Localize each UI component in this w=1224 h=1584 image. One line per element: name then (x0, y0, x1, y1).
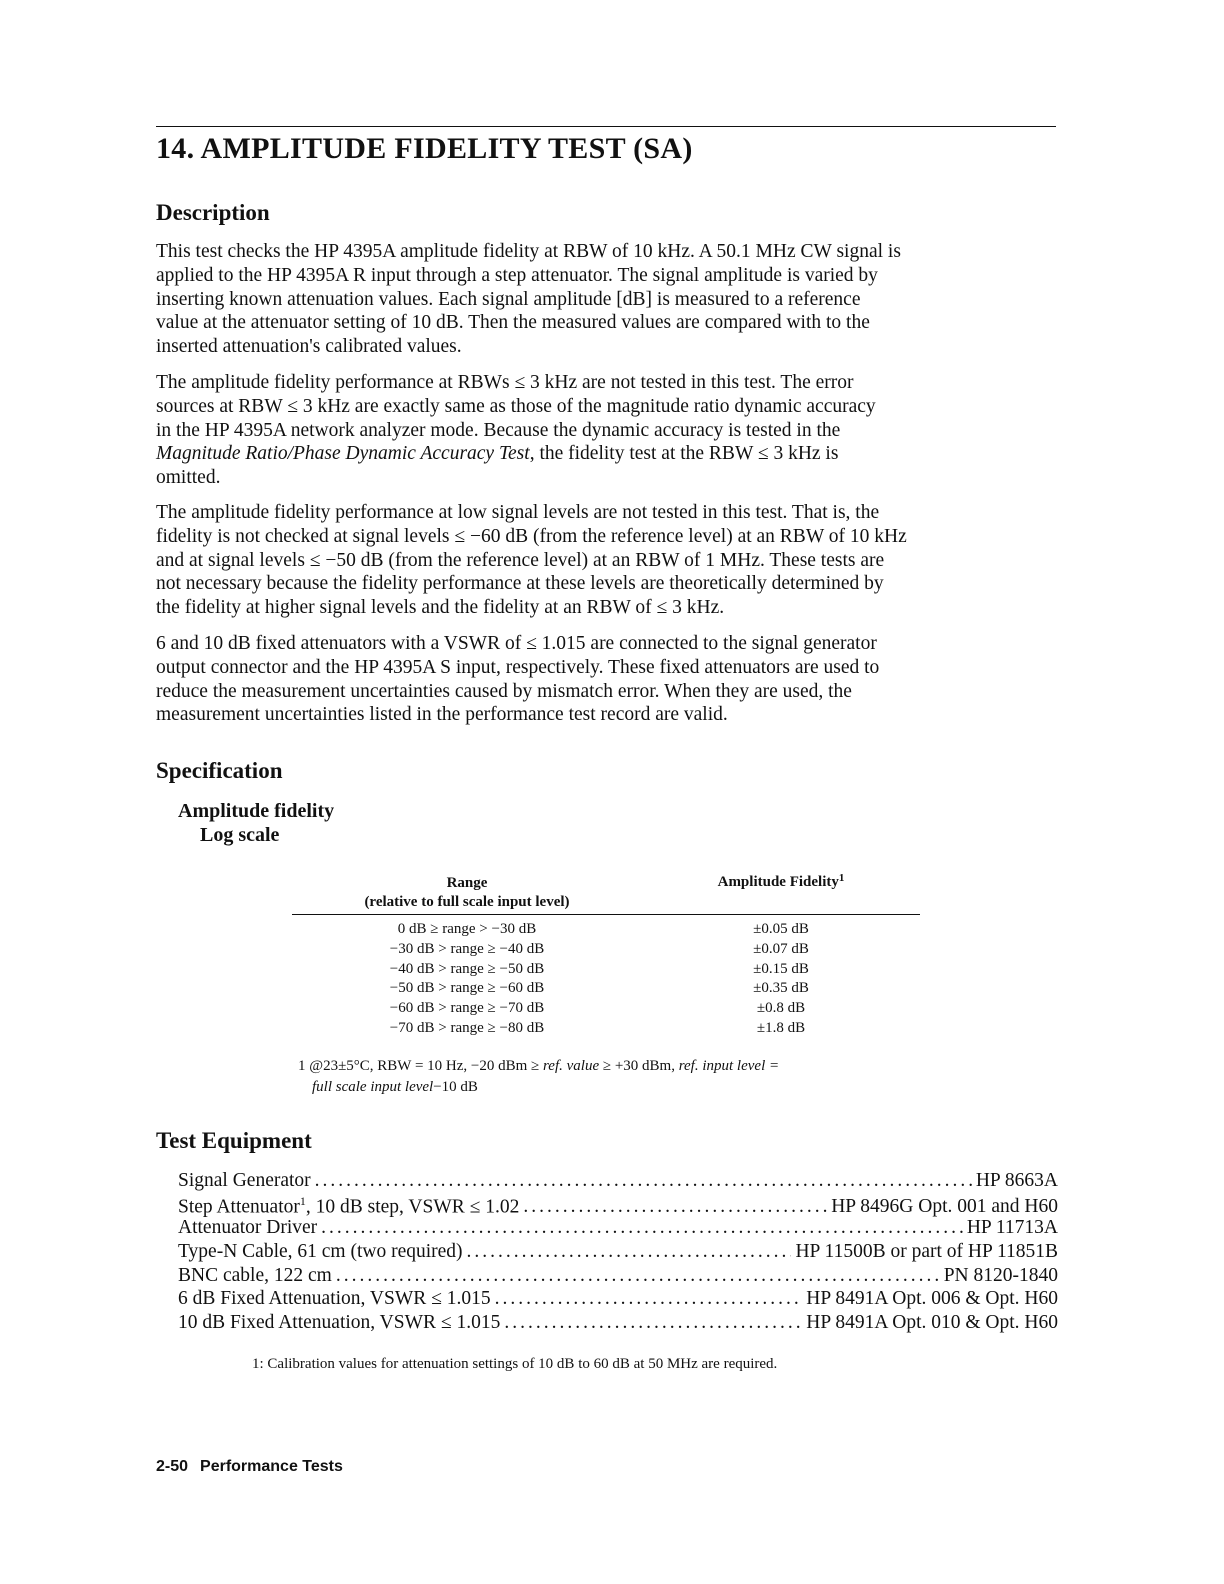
equipment-name-text: BNC cable, 122 cm (178, 1264, 332, 1286)
fidelity-cell: ±0.05 dB (753, 921, 809, 937)
dot-leader (523, 1196, 827, 1218)
equipment-name (178, 1265, 332, 1287)
text-line: not necessary because the fidelity performance at these levels are theoretically determined by (156, 573, 884, 595)
equipment-footnote: 1: Calibration values for attenuation settings of 10 dB to 60 dB at 50 MHz are required. (252, 1356, 778, 1372)
text-line: The amplitude fidelity performance at RBWs ≤ 3 kHz are not tested in this test. The error (156, 372, 854, 393)
equipment-list (178, 1170, 1058, 1336)
footnote-marker: 1 (299, 1193, 306, 1208)
spec-table-note (298, 1056, 928, 1098)
range-cell: −40 dB > range ≥ −50 dB (389, 960, 545, 977)
fidelity-cell: ±0.8 dB (756, 1000, 806, 1017)
table-row (292, 921, 920, 941)
dot-leader (336, 1265, 940, 1287)
range-cell: −30 dB > range ≥ −40 dB (389, 940, 545, 957)
list-item (178, 1312, 1058, 1336)
dot-leader (495, 1288, 803, 1310)
note-line-2 (298, 1077, 928, 1098)
fidelity-cell: ±0.15 dB (753, 960, 809, 977)
spec-table-body (292, 921, 920, 1040)
equipment-name (178, 1194, 519, 1219)
description-paragraph-3 (156, 501, 1066, 620)
fidelity-cell: ±1.8 dB (756, 1019, 806, 1036)
text-line: output connector and the HP 4395A S input, respectively. These fixed attenuators are used to (156, 656, 880, 678)
text-line: 6 and 10 dB fixed attenuators with a VSWR of ≤ 1.015 are connected to the signal generator (156, 633, 877, 654)
note-text: ≥ +30 dBm, (599, 1058, 679, 1074)
equipment-name (178, 1241, 463, 1263)
list-item (178, 1194, 1058, 1218)
text-line: and at signal levels ≤ −50 dB (from the reference level) at an RBW of 1 MHz. These tests are (156, 549, 885, 571)
equipment-name-text: 10 dB Fixed Attenuation, VSWR ≤ 1.015 (178, 1312, 501, 1334)
range-cell: −50 dB > range ≥ −60 dB (389, 980, 545, 997)
text-line: inserting known attenuation values. Each signal amplitude [dB] is measured to a reference (156, 288, 861, 310)
top-rule (156, 126, 1056, 127)
range-cell: −60 dB > range ≥ −70 dB (389, 1000, 545, 1017)
text-line: in the HP 4395A network analyzer mode. Because the dynamic accuracy is tested in the (156, 419, 841, 441)
note-text: −10 dB (433, 1079, 478, 1095)
text-line: value at the attenuator setting of 10 dB. Then the measured values are compared with to the (156, 312, 870, 334)
description-paragraph-2 (156, 371, 1066, 490)
note-text: 1 @23±5°C, RBW = 10 Hz, −20 dBm ≥ (298, 1058, 544, 1074)
equipment-part-number: PN 8120-1840 (943, 1264, 1058, 1286)
range-header-line1: Range (446, 875, 488, 891)
equipment-part-number: HP 8496G Opt. 001 and H60 (831, 1196, 1058, 1218)
table-row (292, 941, 920, 961)
description-paragraph-1 (156, 240, 1066, 359)
text-line: The amplitude fidelity performance at low signal levels are not tested in this test. That is, the (156, 502, 880, 523)
text-line: measurement uncertainties listed in the performance test record are valid. (156, 704, 728, 726)
log-scale-subheading: Log scale (200, 824, 280, 846)
table-row (292, 980, 920, 1000)
page-number: 2-50 (156, 1458, 189, 1475)
test-name-reference: Magnitude Ratio/Phase Dynamic Accuracy Test (156, 443, 530, 465)
list-item (178, 1170, 1058, 1194)
text-line: applied to the HP 4395A R input through a step attenuator. The signal amplitude is varied by (156, 264, 878, 286)
page-title: 14. AMPLITUDE FIDELITY TEST (SA) (156, 132, 693, 165)
spec-table (292, 872, 920, 1040)
table-row (292, 1000, 920, 1020)
equipment-part-number: HP 8491A Opt. 006 & Opt. H60 (806, 1288, 1058, 1310)
note-italic: full scale input level (312, 1079, 434, 1095)
dot-leader (321, 1217, 963, 1239)
text-line: fidelity is not checked at signal levels ≤ −60 dB (from the reference level) at an RBW of 10 kHz (156, 525, 907, 547)
list-item (178, 1265, 1058, 1289)
amplitude-fidelity-subheading: Amplitude fidelity (178, 800, 335, 822)
text-line: reduce the measurement uncertainties caused by mismatch error. When they are used, the (156, 680, 852, 702)
note-italic: ref. input level = (678, 1058, 780, 1074)
note-line-1 (298, 1056, 928, 1077)
equipment-part-number: HP 11713A (966, 1217, 1058, 1239)
range-cell: −70 dB > range ≥ −80 dB (389, 1019, 545, 1036)
specification-heading: Specification (156, 758, 283, 783)
range-cell: 0 dB ≥ range > −30 dB (397, 921, 537, 937)
equipment-name-text: , 10 dB step, VSWR ≤ 1.02 (305, 1196, 520, 1218)
table-row (292, 1020, 920, 1040)
description-heading: Description (156, 200, 270, 225)
text-line: omitted. (156, 467, 221, 489)
footnote-marker: 1 (838, 872, 845, 884)
equipment-name-text: Step Attenuator (178, 1196, 300, 1218)
fidelity-cell: ±0.35 dB (753, 980, 809, 997)
text-line: This test checks the HP 4395A amplitude fidelity at RBW of 10 kHz. A 50.1 MHz CW signal is (156, 241, 901, 262)
equipment-name (178, 1170, 311, 1192)
range-column-header (292, 874, 642, 912)
list-item (178, 1217, 1058, 1241)
fidelity-column-header (642, 874, 920, 891)
equipment-name-text: Signal Generator (178, 1170, 311, 1191)
spec-table-header (292, 872, 920, 915)
equipment-part-number: HP 8491A Opt. 010 & Opt. H60 (806, 1312, 1058, 1334)
equipment-name (178, 1312, 500, 1334)
equipment-part-number: HP 8663A (975, 1170, 1058, 1191)
text-fragment: , the fidelity test at the RBW ≤ 3 kHz is (529, 443, 839, 465)
dot-leader (504, 1312, 802, 1334)
description-paragraph-4 (156, 632, 1066, 727)
dot-leader (315, 1170, 972, 1192)
list-item (178, 1288, 1058, 1312)
equipment-name (178, 1217, 317, 1239)
table-row (292, 961, 920, 981)
equipment-name-text: Type-N Cable, 61 cm (two required) (178, 1241, 463, 1263)
fidelity-cell: ±0.07 dB (753, 940, 809, 957)
text-line: the fidelity at higher signal levels and the fidelity at an RBW of ≤ 3 kHz. (156, 597, 725, 619)
range-header-line2: (relative to full scale input level) (364, 894, 570, 910)
text-line: inserted attenuation's calibrated values. (156, 336, 462, 358)
list-item (178, 1241, 1058, 1265)
note-italic: ref. value (543, 1058, 600, 1074)
test-equipment-heading: Test Equipment (156, 1128, 312, 1153)
equipment-part-number: HP 11500B or part of HP 11851B (795, 1241, 1058, 1263)
fidelity-header-text: Amplitude Fidelity (717, 874, 839, 890)
section-name: Performance Tests (200, 1458, 343, 1475)
page-footer (156, 1458, 343, 1476)
equipment-name-text: 6 dB Fixed Attenuation, VSWR ≤ 1.015 (178, 1288, 491, 1310)
equipment-name-text: Attenuator Driver (178, 1217, 318, 1239)
text-line (156, 442, 1066, 466)
equipment-name (178, 1288, 491, 1310)
dot-leader (467, 1241, 792, 1263)
text-line: sources at RBW ≤ 3 kHz are exactly same as those of the magnitude ratio dynamic accuracy (156, 395, 876, 417)
